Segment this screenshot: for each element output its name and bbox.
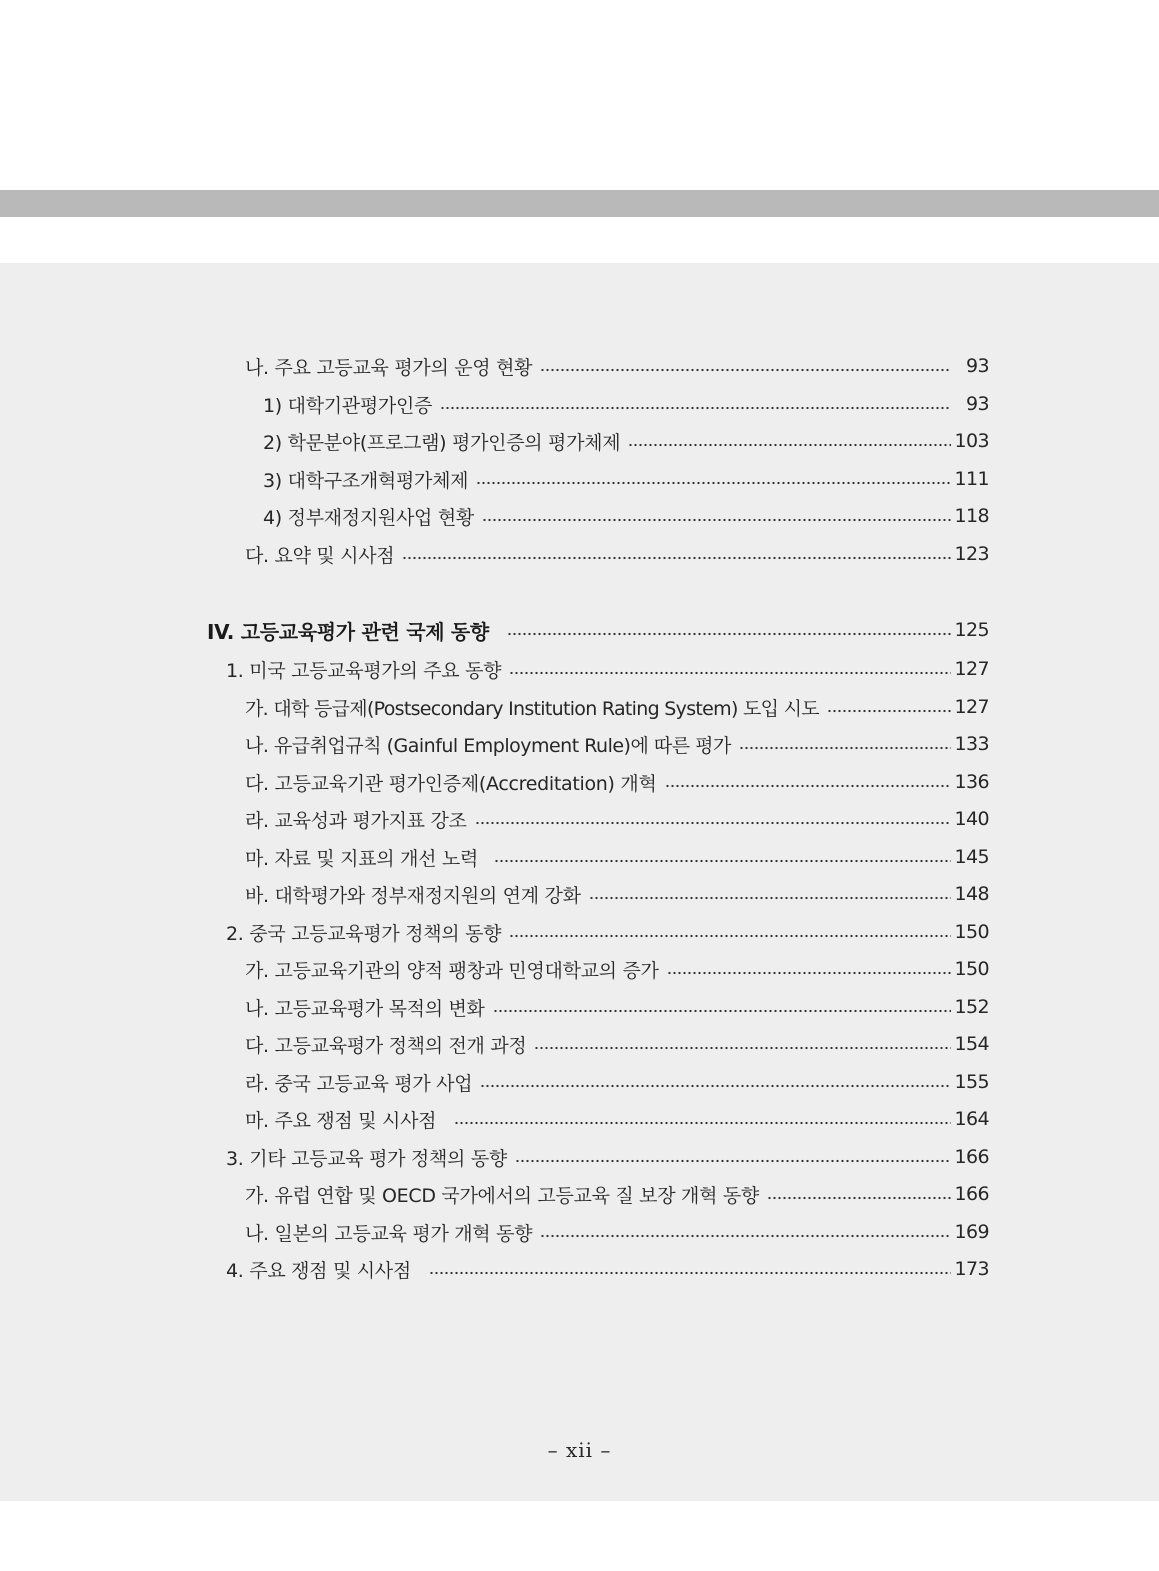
toc-entry[interactable] — [0, 725, 1159, 763]
toc-entry-label: 마. 자료 및 지표의 개선 노력 — [245, 847, 479, 870]
header-band — [0, 190, 1159, 217]
toc-entry-label: 4. 주요 쟁점 및 시사점 — [226, 1259, 411, 1282]
dot-leader — [509, 934, 951, 938]
toc-entry-page: 166 — [954, 1146, 989, 1168]
toc-chapter-label: IV. 고등교육평가 관련 국제 동향 — [207, 619, 489, 644]
toc-entry[interactable] — [0, 347, 1159, 385]
toc-entry-label: 1. 미국 고등교육평가의 주요 동향 — [226, 659, 502, 682]
toc-entry[interactable] — [0, 1175, 1159, 1213]
toc-entry[interactable] — [0, 422, 1159, 460]
toc-entry-label: 가. 고등교육기관의 양적 팽창과 민영대학교의 증가 — [245, 959, 659, 982]
toc-entry-label: 2. 중국 고등교육평가 정책의 동향 — [226, 922, 502, 945]
toc-entry-label: 다. 요약 및 시사점 — [245, 544, 395, 567]
toc-entry-page: 152 — [954, 996, 989, 1018]
toc-entry-page: 150 — [954, 958, 989, 980]
toc-entry-label: 나. 주요 고등교육 평가의 운영 현황 — [245, 356, 533, 379]
toc-entry-page: 166 — [954, 1183, 989, 1205]
toc-entry-page: 164 — [954, 1108, 989, 1130]
dot-leader — [589, 896, 951, 900]
toc-entry-label: 다. 고등교육평가 정책의 전개 과정 — [245, 1034, 527, 1057]
dot-leader — [628, 443, 951, 447]
toc-entry-page: 123 — [954, 543, 989, 565]
dot-leader — [827, 709, 951, 713]
toc-entry[interactable] — [0, 385, 1159, 423]
toc-entry-page: 103 — [954, 430, 989, 452]
dot-leader — [540, 368, 951, 372]
toc-entry-label: 1) 대학기관평가인증 — [263, 394, 433, 417]
toc-entry-page: 173 — [954, 1258, 989, 1280]
toc-entry-label: 다. 고등교육기관 평가인증제(Accreditation) 개혁 — [245, 772, 657, 795]
toc-entry-page: 118 — [954, 505, 989, 527]
toc-entry-page: 111 — [954, 468, 989, 490]
dot-leader — [509, 671, 951, 675]
toc-entry-page: 133 — [954, 733, 989, 755]
dot-leader — [540, 1234, 951, 1238]
toc-chapter-entry[interactable] — [0, 611, 1159, 649]
dot-leader — [507, 632, 951, 636]
toc-entry-page: 145 — [954, 846, 989, 868]
toc-entry[interactable] — [0, 460, 1159, 498]
toc-entry[interactable] — [0, 1100, 1159, 1138]
toc-entry[interactable] — [0, 800, 1159, 838]
toc-entry-page: 140 — [954, 808, 989, 830]
toc-entry-page: 154 — [954, 1033, 989, 1055]
toc-entry-page: 127 — [954, 696, 989, 718]
dot-leader — [767, 1196, 951, 1200]
toc-entry[interactable] — [0, 535, 1159, 573]
toc-entry-page: 136 — [954, 771, 989, 793]
toc-entry-page: 125 — [954, 619, 989, 641]
dot-leader — [429, 1271, 951, 1275]
toc-entry-page: 93 — [966, 355, 989, 377]
toc-entry[interactable] — [0, 1138, 1159, 1176]
toc-entry[interactable] — [0, 950, 1159, 988]
page-number: – xii – — [547, 1438, 612, 1462]
toc-entry-label: 2) 학문분야(프로그램) 평가인증의 평가체제 — [263, 431, 621, 454]
dot-leader — [534, 1046, 951, 1050]
toc-entry[interactable] — [0, 1250, 1159, 1288]
toc-entry[interactable] — [0, 875, 1159, 913]
dot-leader — [480, 1084, 951, 1088]
toc-entry[interactable] — [0, 497, 1159, 535]
toc-entry-page: 150 — [954, 921, 989, 943]
dot-leader — [665, 784, 951, 788]
toc-entry-page: 127 — [954, 658, 989, 680]
toc-entry-label: 4) 정부재정지원사업 현황 — [263, 506, 474, 529]
dot-leader — [494, 859, 951, 863]
toc-entry-page: 155 — [954, 1071, 989, 1093]
dot-leader — [476, 481, 951, 485]
toc-entry-label: 나. 일본의 고등교육 평가 개혁 동향 — [245, 1222, 533, 1245]
dot-leader — [739, 746, 951, 750]
toc-entry-label: 3. 기타 고등교육 평가 정책의 동향 — [226, 1147, 507, 1170]
toc-entry-label: 3) 대학구조개혁평가체제 — [263, 469, 469, 492]
toc-entry-label: 바. 대학평가와 정부재정지원의 연계 강화 — [245, 884, 581, 907]
toc-entry[interactable] — [0, 1025, 1159, 1063]
toc-entry[interactable] — [0, 838, 1159, 876]
toc-entry[interactable] — [0, 1063, 1159, 1101]
toc-entry-label: 나. 고등교육평가 목적의 변화 — [245, 997, 485, 1020]
dot-leader — [515, 1159, 951, 1163]
dot-leader — [667, 971, 951, 975]
toc-entry-label: 가. 유럽 연합 및 OECD 국가에서의 고등교육 질 보장 개혁 동향 — [245, 1184, 759, 1207]
toc-entry[interactable] — [0, 913, 1159, 951]
toc-entry-page: 93 — [966, 393, 989, 415]
dot-leader — [493, 1009, 951, 1013]
toc-entry[interactable] — [0, 650, 1159, 688]
dot-leader — [402, 556, 951, 560]
dot-leader — [454, 1121, 951, 1125]
toc-entry-label: 가. 대학 등급제(Postsecondary Institution Rating System) 도입 시도 — [245, 697, 819, 720]
toc-entry-label: 마. 주요 쟁점 및 시사점 — [245, 1109, 437, 1132]
dot-leader — [482, 518, 951, 522]
toc-entry-page: 169 — [954, 1221, 989, 1243]
toc-entry[interactable] — [0, 688, 1159, 726]
dot-leader — [440, 406, 951, 410]
toc-entry-page: 148 — [954, 883, 989, 905]
toc-entry-label: 나. 유급취업규칙 (Gainful Employment Rule)에 따른 평가 — [245, 734, 731, 757]
toc-entry[interactable] — [0, 1213, 1159, 1251]
toc-entry[interactable] — [0, 988, 1159, 1026]
toc-entry-label: 라. 교육성과 평가지표 강조 — [245, 809, 467, 832]
toc-entry[interactable] — [0, 763, 1159, 801]
dot-leader — [475, 821, 951, 825]
toc-entry-label: 라. 중국 고등교육 평가 사업 — [245, 1072, 473, 1095]
